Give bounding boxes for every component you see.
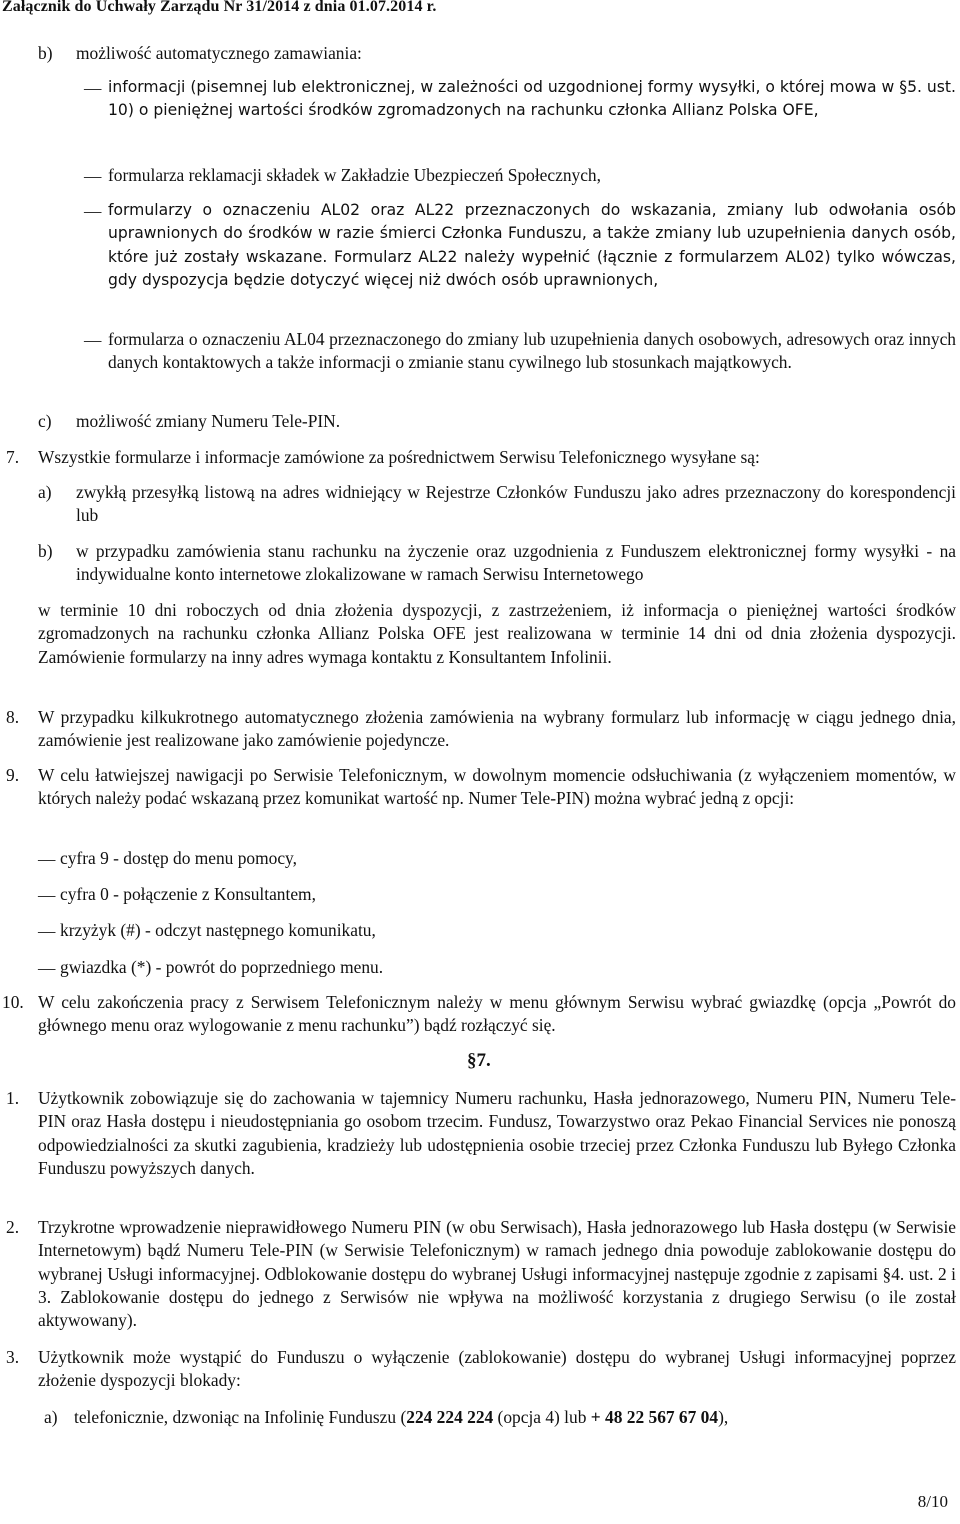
bullet-dash: — [38, 885, 56, 905]
item-7-after-text: w terminie 10 dni roboczych od dnia złożenia dyspozycji, z zastrzeżeniem, iż informacja o pieniężnej wartości środków zgromadzonych na rachunku członka Allianz Polska OFE jest realizowana w terminie 14 dni od dnia złożenia dyspozycji. Zamówienie formularzy na inny adres wymaga kontaktu z Konsultantem Infolinii. [38, 600, 956, 667]
p3a-pre: telefonicznie, dzwoniąc na Infolinię Funduszu ( [74, 1407, 407, 1427]
item-c-label: c) [38, 411, 52, 431]
bullet-item-al04: formularza o oznaczeniu AL04 przeznaczonego do zmiany lub uzupełnienia danych osobowych, adresowych oraz innych danych kontaktowych a także informacji o zmianie stanu cywilnego lub stosunkach majątkowych. [108, 329, 956, 373]
item-7b-text: w przypadku zamówienia stanu rachunku na życzenie oraz uzgodnienia z Funduszem elektronicznej formy wysyłki - na indywidualne konto internetowe zlokalizowane w ramach Serwisu Internetowego [76, 541, 956, 585]
p3a-label: a) [44, 1407, 58, 1427]
item-10-number: 10. [2, 992, 24, 1012]
p3-number: 3. [6, 1347, 20, 1367]
p2-text: Trzykrotne wprowadzenie nieprawidłowego Numeru PIN (w obu Serwisach), Hasła jednorazowego lub Hasła dostępu (w Serwisie Internetowym) bądź Numeru Tele-PIN (w Serwisie Telefonicznym) w ramach jednego dnia powoduje zablokowanie dostępu do wybranej Usługi informacyjnej. Odblokowanie dostępu do wybranej Usługi informacyjnej następuje zgodnie z zapisami §4. ust. 2 i 3. Zablokowanie dostępu do jednego z Serwisów nie wpływa na możliwość korzystania z drugiego Serwisu (o ile został aktywowany). [38, 1217, 956, 1331]
option-help: cyfra 9 - dostęp do menu pomocy, [60, 848, 297, 868]
item-7-number: 7. [6, 447, 20, 467]
page-number: 8/10 [917, 1492, 948, 1511]
item-7a-label: a) [38, 482, 52, 502]
option-previous-menu: gwiazdka (*) - powrót do poprzedniego menu. [60, 957, 384, 977]
bullet-dash: — [84, 201, 102, 221]
bullet-dash: — [38, 849, 56, 869]
bullet-item-informacji: informacji (pisemnej lub elektronicznej, w zależności od uzgodnionej formy wysyłki, o której mowa w §5. ust. 10) o pieniężnej wartości środków zgromadzonych na rachunku członka Allianz Polska OFE, [108, 78, 956, 120]
item-8-text: W przypadku kilkukrotnego automatycznego złożenia zamówienia na wybrany formularz lub informację w ciągu jednego dnia, zamówienie jest realizowane jako zamówienie pojedyncze. [38, 707, 956, 751]
option-next-message: krzyżyk (#) - odczyt następnego komunikatu, [60, 920, 376, 940]
p3a-post: ), [718, 1407, 729, 1427]
p1-number: 1. [6, 1088, 20, 1108]
item-c-text: możliwość zmiany Numeru Tele-PIN. [76, 411, 341, 431]
item-9-number: 9. [6, 765, 20, 785]
item-7a-text: zwykłą przesyłką listową na adres widniejący w Rejestrze Członków Funduszu jako adres przeznaczony do korespondencji lub [76, 482, 956, 526]
bullet-item-al02-al22: formularzy o oznaczeniu AL02 oraz AL22 przeznaczonych do wskazania, zmiany lub odwołania osób uprawnionych do środków w razie śmierci Członka Funduszu, a także zmiany lub uzupełnienia danych osób, które już zostały wskazane. Formularz AL22 należy wypełnić (łącznie z formularzem AL02) tylko wówczas, gdy dyspozycja będzie dotyczyć więcej niż dwóch osób uprawnionych, [108, 201, 956, 289]
item-10-text: W celu zakończenia pracy z Serwisem Telefonicznym należy w menu głównym Serwisu wybrać gwiazdkę (opcja „Powrót do głównego menu oraz wylogowanie z menu rachunku”) bądź rozłączyć się. [38, 992, 956, 1036]
p3-text: Użytkownik może wystąpić do Funduszu o wyłączenie (zablokowanie) dostępu do wybranej Usługi informacyjnej poprzez złożenie dyspozycji blokady: [38, 1347, 956, 1391]
p2-number: 2. [6, 1217, 20, 1237]
bullet-item-reklamacji: formularza reklamacji składek w Zakładzie Ubezpieczeń Społecznych, [108, 165, 601, 185]
bullet-dash: — [38, 921, 56, 941]
item-7-text: Wszystkie formularze i informacje zamówione za pośrednictwem Serwisu Telefonicznego wysyłane są: [38, 447, 760, 467]
item-7b-label: b) [38, 541, 53, 561]
bullet-dash: — [84, 330, 102, 350]
p3a-text [74, 1406, 728, 1429]
item-8-number: 8. [6, 707, 20, 727]
item-b-text: możliwość automatycznego zamawiania: [76, 43, 362, 63]
item-9-text: W celu łatwiejszej nawigacji po Serwisie Telefonicznym, w dowolnym momencie odsłuchiwania (z wyłączeniem momentów, w których należy podać wskazaną przez komunikat wartość np. Numer Tele-PIN) można wybrać jedną z opcji: [38, 765, 956, 809]
bullet-dash: — [38, 958, 56, 978]
section-heading: §7. [467, 1050, 491, 1071]
option-consultant: cyfra 0 - połączenie z Konsultantem, [60, 884, 316, 904]
p1-text: Użytkownik zobowiązuje się do zachowania w tajemnicy Numeru rachunku, Hasła jednorazowego, Numeru PIN, Numeru Tele-PIN oraz Hasła dostępu i nieudostępniania go osobom trzecim. Fundusz, Towarzystwo oraz Pekao Financial Services nie ponoszą odpowiedzialności za skutki zagubienia, kradzieży lub udostępnienia osobie trzeciej przez Członka Funduszu lub Byłego Członka Funduszu powyższych danych. [38, 1088, 956, 1178]
bullet-dash: — [84, 166, 102, 186]
international-phone: + 48 22 567 67 04 [590, 1407, 719, 1427]
item-b-label: b) [38, 43, 53, 63]
p3a-mid: (opcja 4) lub [493, 1407, 591, 1427]
infolinia-phone: 224 224 224 [406, 1407, 494, 1427]
bullet-dash: — [84, 78, 102, 98]
attachment-header: Załącznik do Uchwały Zarządu Nr 31/2014 z dnia 01.07.2014 r. [2, 0, 437, 15]
